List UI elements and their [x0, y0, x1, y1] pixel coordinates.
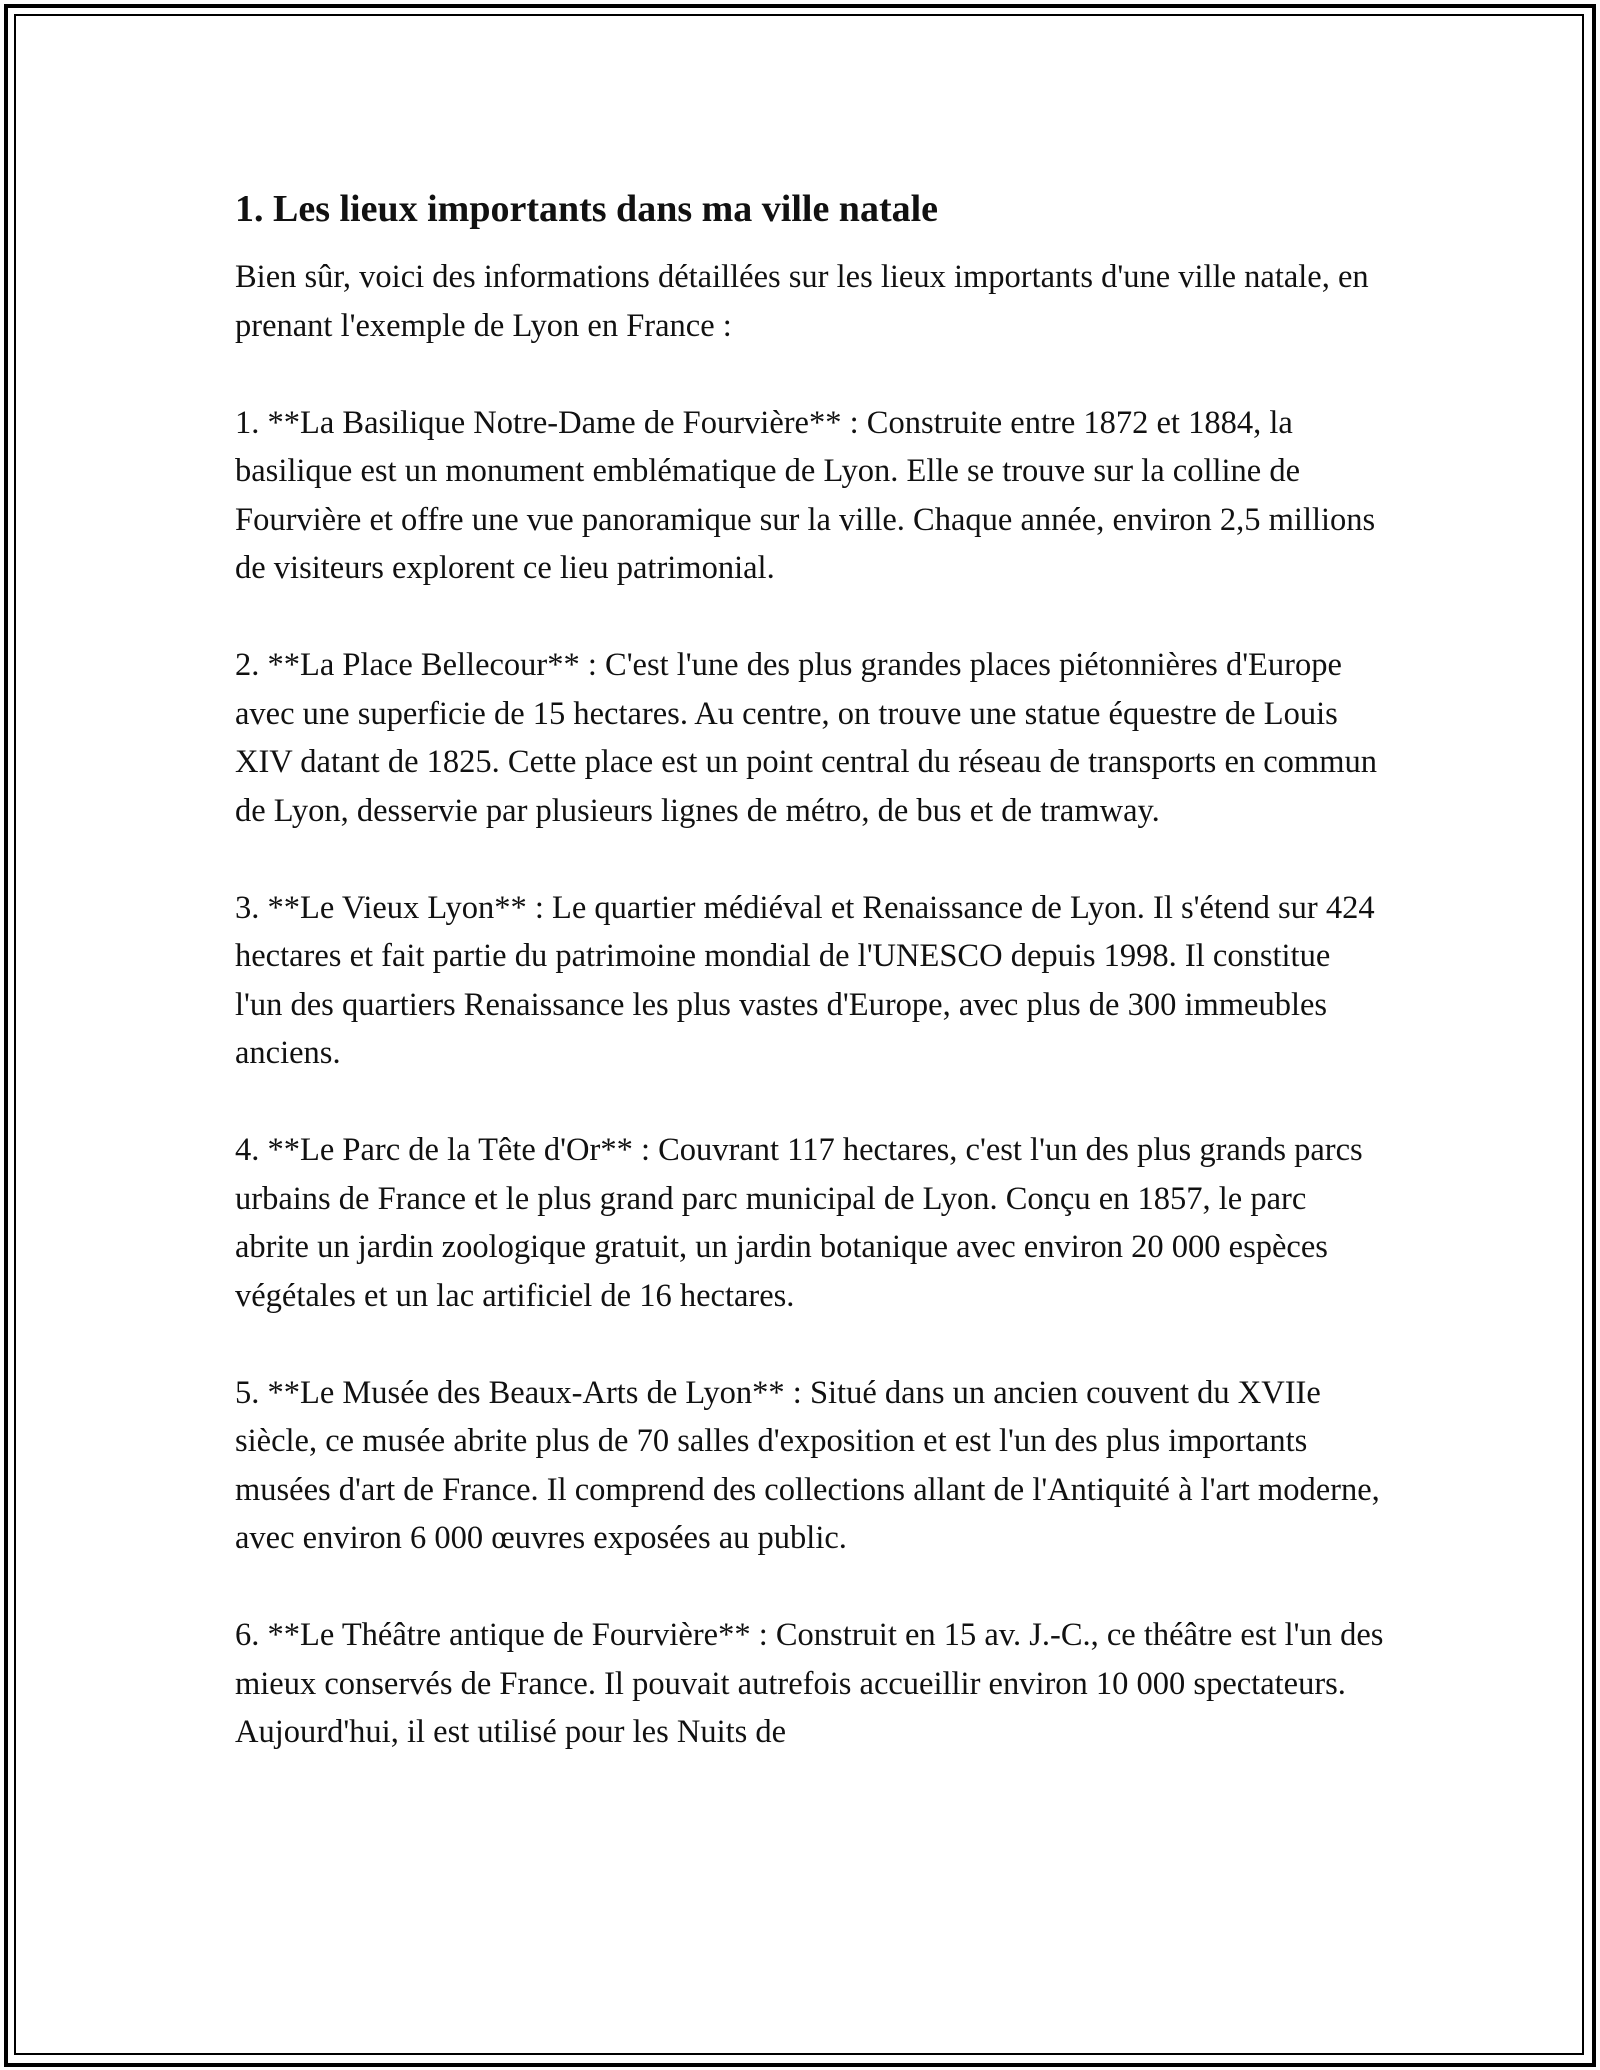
item-basilique: 1. **La Basilique Notre-Dame de Fourvière** : Construite entre 1872 et 1884, la basilique est un monument emblématique de Lyon. Elle se trouve sur la colline de Fourvière et offre une vue panoramique sur la ville. Chaque année, environ 2,5 millions de visiteurs explorent ce lieu patrimonial. — [235, 404, 1376, 586]
item-place-bellecour: 2. **La Place Bellecour** : C'est l'une des plus grandes places piétonnières d'Europe avec une superficie de 15 hectares. Au centre, on trouve une statue équestre de Louis XIV datant de 1825. Cette place est un point central du réseau de transports en commun de Lyon, desservie par plusieurs lignes de métro, de bus et de tramway. — [235, 647, 1377, 829]
item-musee-beaux-arts: 5. **Le Musée des Beaux-Arts de Lyon** : Situé dans un ancien couvent du XVIIe siècle, ce musée abrite plus de 70 salles d'exposition et est l'un des plus importants musées d'art de France. Il comprend des collections allant de l'Antiquité à l'art moderne, avec environ 6 000 œuvres exposées au public. — [235, 1374, 1380, 1556]
item-parc-tete-dor: 4. **Le Parc de la Tête d'Or** : Couvrant 117 hectares, c'est l'un des plus grands parcs urbains de France et le plus grand parc municipal de Lyon. Conçu en 1857, le parc abrite un jardin zoologique gratuit, un jardin botanique avec environ 20 000 espèces végétales et un lac artificiel de 16 hectares. — [235, 1132, 1363, 1314]
document-body — [235, 185, 1385, 1757]
intro-paragraph: Bien sûr, voici des informations détaillées sur les lieux importants d'une ville natale, en prenant l'exemple de Lyon en France : — [235, 259, 1369, 344]
item-theatre-antique: 6. **Le Théâtre antique de Fourvière** : Construit en 15 av. J.-C., ce théâtre est l'un des mieux conservés de France. Il pouvait autrefois accueillir environ 10 000 spectateurs. Aujourd'hui, il est utilisé pour les Nuits de — [235, 1617, 1384, 1750]
section-heading: 1. Les lieux importants dans ma ville natale — [235, 188, 939, 230]
item-vieux-lyon: 3. **Le Vieux Lyon** : Le quartier médiéval et Renaissance de Lyon. Il s'étend sur 424 hectares et fait partie du patrimoine mondial de l'UNESCO depuis 1998. Il constitue l'un des quartiers Renaissance les plus vastes d'Europe, avec plus de 300 immeubles anciens. — [235, 889, 1375, 1071]
